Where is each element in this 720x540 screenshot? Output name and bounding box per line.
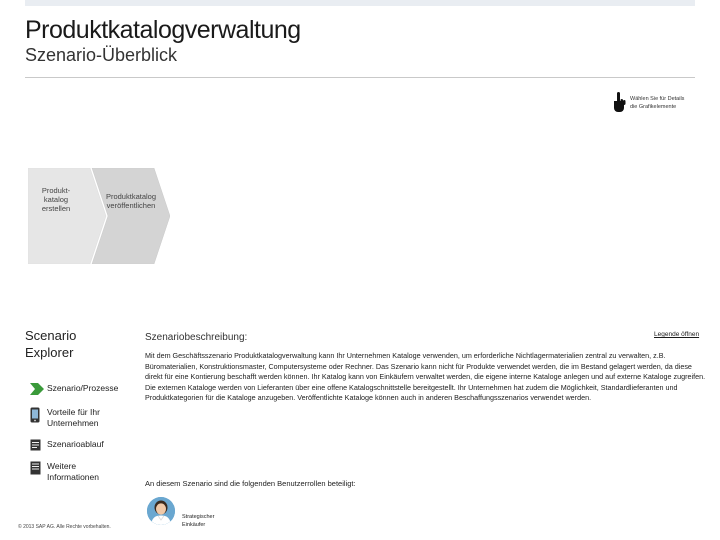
phone-icon [30,407,40,423]
nav-item-scenario-processes[interactable]: Szenario/Prozesse [30,383,140,395]
process-step-publish-label: Produktkatalog veröffentlichen [105,192,157,210]
user-roles-intro: An diesem Szenario sind die folgenden Benutzerrollen beteiligt: [145,479,356,488]
pointer-hand-icon [612,91,626,113]
arrow-icon [30,383,44,395]
page-subtitle: Szenario-Überblick [25,45,178,65]
copyright: © 2013 SAP AG. Alle Rechte vorbehalten. [18,524,111,530]
hint-text: Wählen Sie für Details die Grafikelemente [630,96,685,110]
role-strategic-buyer[interactable]: Strategischer Einkäufer [182,514,215,528]
info-icon [30,461,41,475]
nav-item-scenario-flow[interactable]: Szenarioablauf [30,439,140,451]
nav-item-more-info[interactable]: Weitere Informationen [30,461,140,485]
top-bar [25,0,695,6]
page-title: Produktkatalogverwaltung [25,16,301,44]
scenario-description-text: Mit dem Geschäftsszenario Produktkatalogverwaltung kann Ihr Unternehmen Kataloge verwenden, um erforderliche Nichtlagermaterialien zentral zu verwalten, z.B. Büromaterialien, Konstruktionsmaster, Computersysteme oder Rechner. Das Szenario kann nicht für Produkte verwendet werden, die im Bestand gelagert werden, da diese direkt für eine Kontierung beschafft werden können. Ihr Katalog kann von Einkäufern verwaltet werden, die eigene interne Kataloge anlegen und auf externe Kataloge zugreifen. Die externen Kataloge werden von Lieferanten über eine offene Katalogschnittstelle bereitgestellt. Ihr Unternehmen hat zudem die Möglichkeit, Standardlieferanten und Produktkategorien für die Kataloge anzugeben. Veröffentlichte Kataloge können auch in anderen Beschaffungsszenarios verwendet werden. [145,351,706,402]
nav-item-benefits[interactable]: Vorteile für Ihr Unternehmen [30,407,140,431]
person-icon [147,497,175,525]
scenario-description-title: Szenariobeschreibung: [145,332,248,343]
process-flow [28,168,170,264]
header-divider [25,77,695,78]
strategic-buyer-avatar[interactable] [147,497,175,525]
document-icon [30,439,41,451]
open-legend-link[interactable]: Legende öffnen [654,331,700,338]
process-step-create-label: Produkt- katalog erstellen [41,186,71,213]
process-step-create-catalog[interactable] [28,168,106,264]
scenario-explorer-title: Scenario Explorer [25,328,77,360]
